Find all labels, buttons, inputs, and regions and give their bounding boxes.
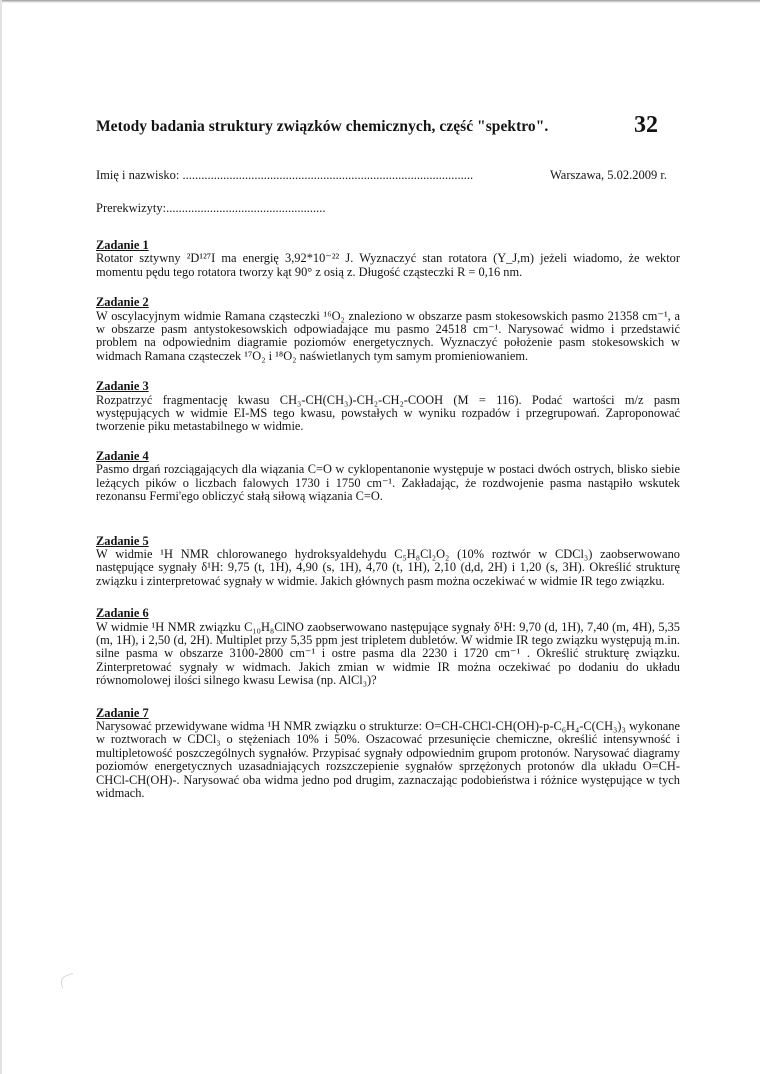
task-body: Pasmo drgań rozciągających dla wiązania C=O w cyklopentanonie występuje w postaci dwóch ostrych, blisko siebie leżących pików o liczbach falowych 1730 i 1750 cm⁻¹. Zakładając, że rozdwojenie pasma nastąpiło wskutek rezonansu Fermi'ego obliczyć stałą siłową wiązania C=O. bbox=[96, 462, 680, 504]
prereq-row bbox=[96, 201, 326, 216]
task-3 bbox=[96, 380, 680, 434]
task-title: Zadanie 1 bbox=[96, 238, 149, 252]
task-body: W oscylacyjnym widmie Ramana cząsteczki ¹⁶O₂ znaleziono w obszarze pasm stokesowskich pasmo 21358 cm⁻¹, a w obszarze pasm antystokesowskich odpowiadające mu pasmo 24518 cm⁻¹. Narysować widmo i przedstawić problem na odpowiednim diagramie poziomów energetycznych. Wyznaczyć położenie pasm stokesowskich w widmach Ramana cząsteczek ¹⁷O₂ i ¹⁸O₂ naświetlanych tym samym promieniowaniem. bbox=[96, 308, 680, 363]
task-6 bbox=[96, 607, 680, 687]
scan-left-edge bbox=[0, 0, 2, 1074]
task-body: Rotator sztywny ²D¹²⁷I ma energię 3,92*10⁻²² J. Wyznaczyć stan rotatora (Y_J,m) jeżeli wiadomo, że wektor momentu pędu tego rotatora tworzy kąt 90° z osią z. Długość cząsteczki R = 0,16 nm. bbox=[96, 251, 680, 279]
tasks-list bbox=[96, 239, 680, 800]
task-title: Zadanie 3 bbox=[96, 379, 149, 394]
page-title: Metody badania struktury związków chemicznych, część "spektro". bbox=[96, 118, 549, 135]
task-title: Zadanie 5 bbox=[96, 533, 149, 548]
task-5 bbox=[96, 535, 680, 589]
prereq-field: Prerekwizyty:................................................... bbox=[96, 201, 326, 215]
task-body: Rozpatrzyć fragmentację kwasu CH₃-CH(CH₃)-CH₂-CH₂-COOH (M = 116). Podać wartości m/z pasm występujących w widmie EI-MS tego kwasu, powstałych w wyniku rozpadów i przegrupowań. Zaproponować tworzenie piku metastabilnego w widmie. bbox=[96, 392, 680, 434]
task-title: Zadanie 2 bbox=[96, 295, 149, 310]
name-row bbox=[96, 168, 668, 183]
task-body: W widmie ¹H NMR chlorowanego hydroksyaldehydu C₅H₈Cl₂O₂ (10% roztwór w CDCl₃) zaobserwowano następujące sygnały δ¹H: 9,75 (t, 1H), 4,90 (s, 1H), 4,70 (t, 1H), 2,10 (d,d, 2H) i 1,20 (s, 3H). Określić strukturę związku i zinterpretować sygnały w widmie. Jakich głównych pasm można oczekiwać w widmie IR tego związku. bbox=[96, 546, 680, 588]
task-title: Zadanie 7 bbox=[96, 705, 149, 720]
city-date: Warszawa, 5.02.2009 r. bbox=[550, 168, 668, 182]
task-title: Zadanie 4 bbox=[96, 448, 149, 463]
name-field: Imię i nazwisko: ............................................................................................. bbox=[96, 168, 474, 182]
pencil-mark bbox=[59, 973, 77, 988]
page-header bbox=[96, 114, 662, 148]
page-number: 32 bbox=[634, 112, 658, 138]
task-title: Zadanie 6 bbox=[96, 606, 149, 621]
task-body: W widmie ¹H NMR związku C₁₀H₈ClNO zaobserwowano następujące sygnały δ¹H: 9,70 (d, 1H), 7,40 (m, 4H), 5,35 (m, 1H), i 2,50 (d, 2H). Multiplet przy 5,35 ppm jest tripletem dubletów. W widmie IR tego związku występują m.in. silne pasma w obszarze 3100-2800 cm⁻¹ i ostre pasma dla 2230 i 1720 cm⁻¹ . Określić strukturę związku. Zinterpretować sygnały w widmach. Jakich zmian w widmie IR można oczekiwać po dodaniu do układu równomolowej ilości silnego kwasu Lewisa (np. AlCl₃)? bbox=[96, 619, 680, 688]
task-body: Narysować przewidywane widma ¹H NMR związku o strukturze: O=CH-CHCl-CH(OH)-p-C₆H₄-C(CH₃)₃ wykonane w roztworach w CDCl₃ o stężeniach 10% i 50%. Oszacować przesunięcie chemiczne, określić intensywność i multipletowość poszczególnych sygnałów. Przypisać sygnały odpowiednim grupom protonów. Narysować diagramy poziomów energetycznych uzasadniających rozszczepienie sygnałów sprzężonych protonów dla układu O=CH-CHCl-CH(OH)-. Narysować oba widma jedno pod drugim, zaznaczając podobieństwa i różnice występujące w tych widmach. bbox=[96, 718, 680, 800]
scan-top-edge bbox=[0, 0, 760, 3]
task-4 bbox=[96, 450, 680, 504]
task-1 bbox=[96, 239, 680, 279]
task-2 bbox=[96, 296, 680, 363]
task-7 bbox=[96, 707, 680, 801]
